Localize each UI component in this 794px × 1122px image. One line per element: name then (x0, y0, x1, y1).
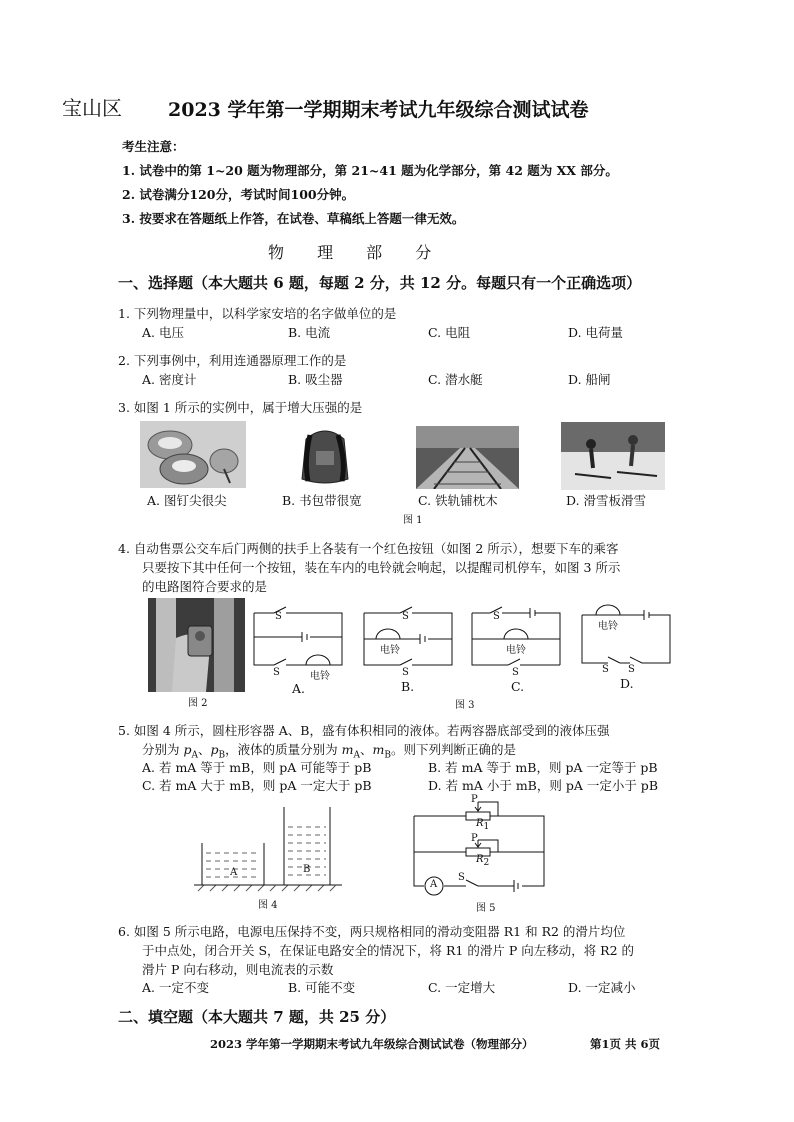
circuit-a-switch-label: S (275, 611, 282, 622)
fig5-switch-label: S (458, 872, 465, 883)
q1-option-b: B. 电流 (288, 325, 331, 340)
circuit-c-label: C. (511, 679, 525, 694)
q5-option-d: D. 若 mA 小于 mB，则 pA 一定小于 pB (428, 778, 658, 793)
q6-line2: 于中点处，闭合开关 S，在保证电路安全的情况下，将 R1 的滑片 P 向左移动，将 R2 的 (142, 943, 635, 958)
fig5-circuit-diagram (408, 796, 548, 896)
q1-option-a: A. 电压 (142, 325, 184, 340)
fig4-label: 图 4 (258, 900, 278, 911)
circuit-c-bell-label: 电铃 (506, 645, 526, 656)
thumbtack-photo (140, 421, 246, 488)
q4-line3: 的电路图符合要求的是 (142, 579, 268, 594)
fig3-label: 图 3 (455, 700, 475, 711)
q3-caption-b: B. 书包带很宽 (282, 493, 362, 508)
circuit-b-switch-label: S (402, 667, 409, 678)
circuit-a-diagram (250, 605, 346, 680)
exam-title: 2023 学年第一学期期末考试九年级综合测试试卷 (168, 99, 589, 121)
section-title: 物 理 部 分 (268, 243, 446, 262)
q5-option-b: B. 若 mA 等于 mB，则 pA 一定等于 pB (428, 760, 658, 775)
q5-line1: 5. 如图 4 所示，圆柱形容器 A、B，盛有体积相同的液体。若两容器底部受到的液体压强 (118, 723, 610, 738)
part1-heading: 一、选择题（本大题共 6 题，每题 2 分，共 12 分。每题只有一个正确选项） (118, 274, 642, 292)
fig2-label: 图 2 (188, 698, 208, 709)
q4-line1: 4. 自动售票公交车后门两侧的扶手上各装有一个红色按钮（如图 2 所示），想要下车的乘客 (118, 541, 619, 556)
container-a-label: A (230, 867, 238, 878)
r2-label: $R_2$ (476, 854, 490, 868)
q6-option-d: D. 一定减小 (568, 980, 636, 995)
q6-option-b: B. 可能不变 (288, 980, 356, 995)
q2-option-d: D. 船闸 (568, 372, 611, 387)
fig1-label: 图 1 (403, 515, 423, 526)
q5-line2: 分别为 $p_A$、$p_B$，液体的质量分别为 $m_A$、$m_B$。则下列判断正确的是 (142, 742, 517, 761)
page-number: 第1页 共 6页 (590, 1037, 661, 1051)
q2-stem: 2. 下列事例中，利用连通器原理工作的是 (118, 353, 347, 368)
r1-slider-label: P (471, 794, 478, 805)
q1-option-c: C. 电阻 (428, 325, 471, 340)
r2-slider-label: P (471, 833, 478, 844)
circuit-d-switch-label: S (602, 664, 609, 675)
circuit-c-switch-label: S (493, 611, 500, 622)
circuit-d-switch-label: S (628, 664, 635, 675)
circuit-d-bell-label: 电铃 (598, 621, 618, 632)
notice-heading: 考生注意： (122, 139, 185, 154)
district-label: 宝山区 (62, 96, 122, 120)
notice-item: 1. 试卷中的第 1~20 题为物理部分，第 21~41 题为化学部分，第 42 题为 XX 部分。 (122, 163, 618, 178)
circuit-b-switch-label: S (402, 611, 409, 622)
q6-option-c: C. 一定增大 (428, 980, 496, 995)
ammeter-label: A (430, 879, 438, 890)
fig5-label: 图 5 (476, 903, 496, 914)
circuit-d-label: D. (620, 676, 634, 691)
circuit-b-label: B. (401, 679, 415, 694)
q3-stem: 3. 如图 1 所示的实例中，属于增大压强的是 (118, 400, 363, 415)
container-b-label: B (303, 864, 311, 875)
q4-line2: 只要按下其中任何一个按钮，装在车内的电铃就会响起，以提醒司机停车，如图 3 所示 (142, 560, 621, 575)
railway-photo (416, 426, 519, 489)
q2-option-b: B. 吸尘器 (288, 372, 343, 387)
q6-line3: 滑片 P 向右移动，则电流表的示数 (142, 962, 334, 977)
q1-option-d: D. 电荷量 (568, 325, 624, 340)
circuit-c-switch-label: S (512, 667, 519, 678)
backpack-photo (294, 421, 356, 487)
notice-item: 3. 按要求在答题纸上作答，在试卷、草稿纸上答题一律无效。 (122, 211, 465, 226)
fig4-containers-diagram (192, 803, 344, 893)
q6-option-a: A. 一定不变 (142, 980, 209, 995)
q5-option-c: C. 若 mA 大于 mB，则 pA 一定大于 pB (142, 778, 372, 793)
q5-option-a: A. 若 mA 等于 mB，则 pA 可能等于 pB (142, 760, 372, 775)
q2-option-c: C. 潜水艇 (428, 372, 483, 387)
r1-label: $R_1$ (476, 818, 490, 832)
notice-item: 2. 试卷满分120分，考试时间100分钟。 (122, 187, 355, 202)
circuit-a-label: A. (292, 681, 306, 696)
circuit-d-diagram (578, 595, 674, 675)
q3-caption-c: C. 铁轨铺枕木 (418, 493, 498, 508)
circuit-a-bell-label: 电铃 (310, 671, 330, 682)
q3-caption-a: A. 图钉尖很尖 (147, 493, 227, 508)
bus-button-photo (148, 598, 245, 692)
skiing-photo (561, 422, 665, 490)
part2-heading: 二、填空题（本大题共 7 题，共 25 分） (118, 1008, 396, 1026)
circuit-a-switch-label: S (273, 667, 280, 678)
q6-line1: 6. 如图 5 所示电路，电源电压保持不变，两只规格相同的滑动变阻器 R1 和 R2 的滑片均位 (118, 924, 626, 939)
q3-caption-d: D. 滑雪板滑雪 (566, 493, 647, 508)
circuit-b-bell-label: 电铃 (380, 645, 400, 656)
footer-title: 2023 学年第一学期期末考试九年级综合测试试卷（物理部分） (210, 1037, 534, 1051)
q1-stem: 1. 下列物理量中，以科学家安培的名字做单位的是 (118, 306, 397, 321)
q2-option-a: A. 密度计 (142, 372, 197, 387)
